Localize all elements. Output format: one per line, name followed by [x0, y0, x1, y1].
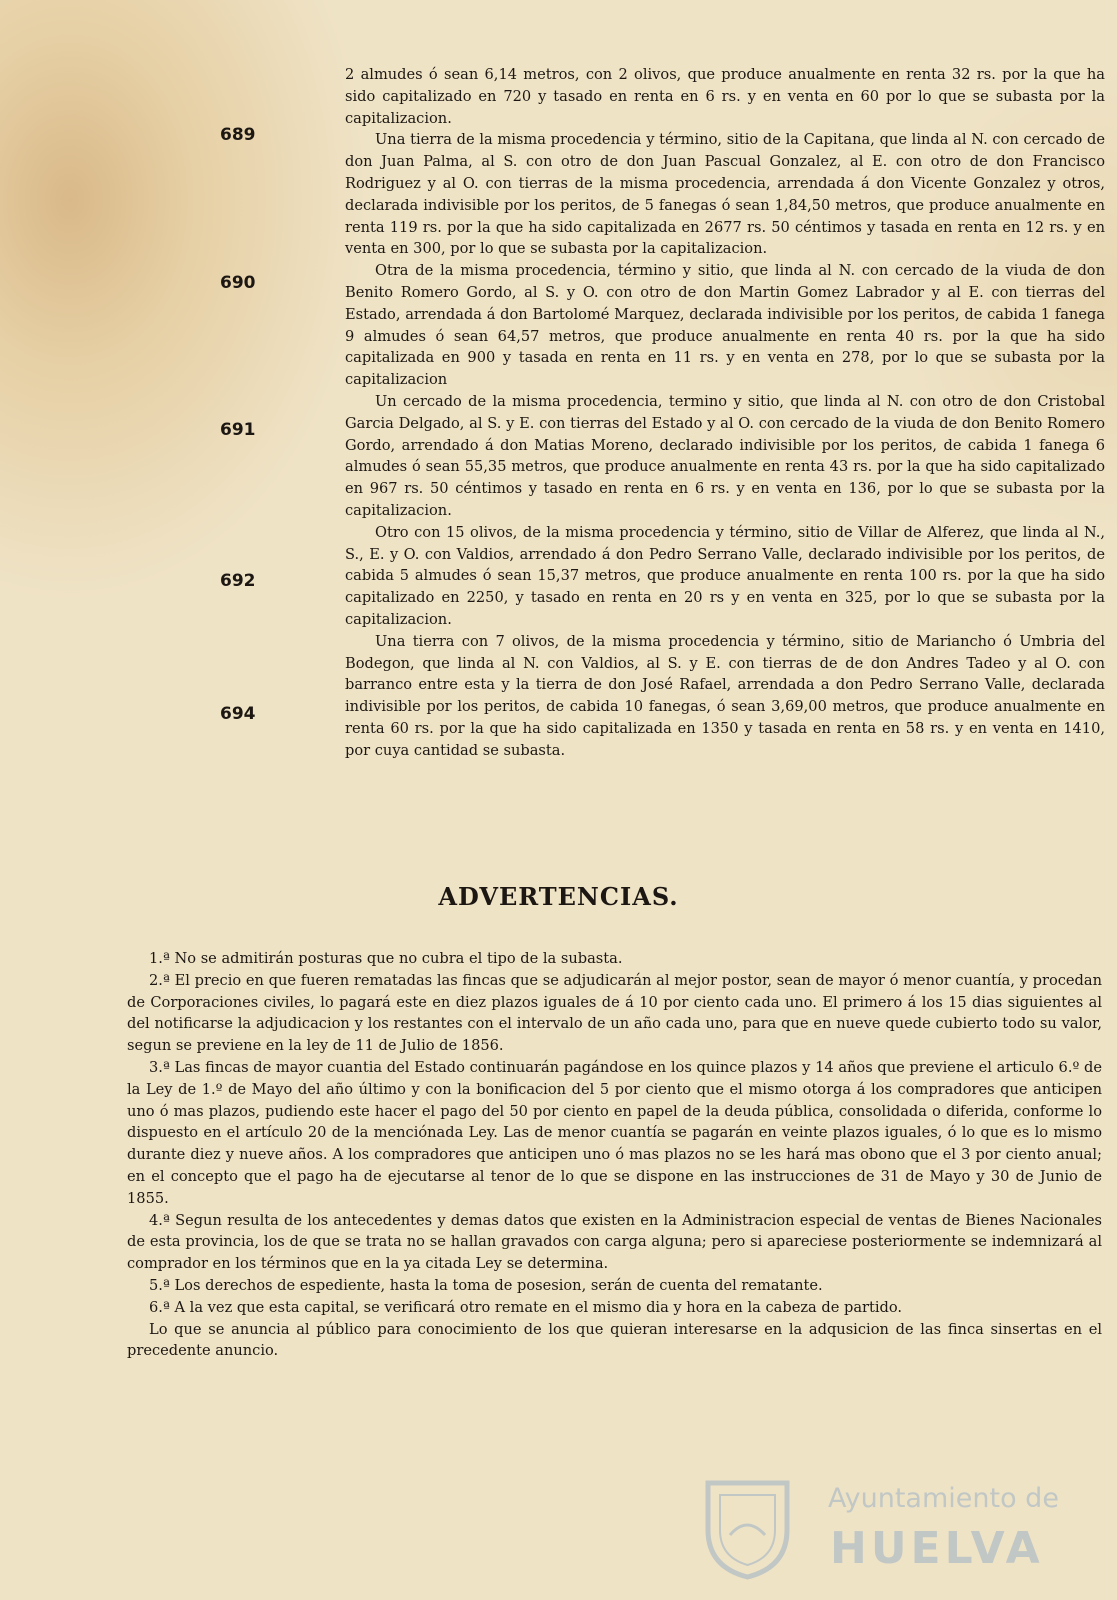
- lot-list: [345, 64, 1105, 762]
- lot-number-691: 691: [220, 420, 256, 440]
- watermark-line1: Ayuntamiento de: [828, 1483, 1059, 1514]
- advertencia-item: 5.ª Los derechos de espediente, hasta la toma de posesion, serán de cuenta del rematante.: [149, 1276, 823, 1294]
- advertencia-item: 4.ª Segun resulta de los antecedentes y demas datos que existen en la Administracion especial de ventas de Bienes Nacionales de esta provincia, los de que se trata no se hallan gravados con carga alguna; pero si apareciese posteriormente se indemnizará al comprador en los términos que en la ya citada Ley se determina.: [127, 1211, 1102, 1273]
- lot-text: Un cercado de la misma procedencia, termino y sitio, que linda al N. con otro de don Cristobal Garcia Delgado, al S. y E. con tierras del Estado y al O. con cercado de la viuda de don Benito Romero Gordo, arrendado á don Matias Moreno, declarado indivisible por los peritos, de cabida 1 fanega 6 almudes ó sean 55,35 metros, que produce anualmente en renta 43 rs. por la que ha sido capitalizado en 967 rs. 50 céntimos y tasado en renta en 6 rs. y en venta en 136, por lo que se subasta por la capitalizacion.: [345, 392, 1105, 519]
- advertencia-item: 2.ª El precio en que fueren rematadas las fincas que se adjudicarán al mejor postor, sean de mayor ó menor cuantía, y procedan de Corporaciones civiles, lo pagará este en diez plazos iguales de á 10 por ciento cada uno. El primero á los 15 dias siguientes al del notificarse la adjudicacion y los restantes con el intervalo de un año cada uno, para que en nueve quede cubierto todo su valor, segun se previene en la ley de 11 de Julio de 1856.: [127, 971, 1102, 1055]
- city-shield-icon: [700, 1475, 795, 1580]
- advertencias-list: [127, 948, 1102, 1362]
- lot-text: 2 almudes ó sean 6,14 metros, con 2 olivos, que produce anualmente en renta 32 rs. por la que ha sido capitalizado en 720 y tasado en renta en 6 rs. y en venta en 60 por lo que se subasta por la capitalizacion.: [345, 66, 1105, 127]
- lot-number-692: 692: [220, 571, 256, 591]
- lot-text: Otra de la misma procedencia, término y sitio, que linda al N. con cercado de la viuda de don Benito Romero Gordo, al S. y O. con otro de don Martin Gomez Labrador y al E. con tierras del Estado, arrendada á don Bartolomé Marquez, declarada indivisible por los peritos, de cabida 1 fanega 9 almudes ó sean 64,57 metros, que produce anualmente en renta 40 rs. por la que ha sido capitalizada en 900 y tasada en renta en 11 rs. y en venta en 278, por lo que se subasta por la capitalizacion: [345, 262, 1105, 389]
- advertencias-title: ADVERTENCIAS.: [438, 882, 679, 911]
- lot-entry: [345, 64, 1105, 129]
- lot-entry: [345, 129, 1105, 260]
- lot-number-689: 689: [220, 125, 256, 145]
- lot-number-694: 694: [220, 704, 256, 724]
- lot-text: Una tierra con 7 olivos, de la misma procedencia y término, sitio de Mariancho ó Umbria del Bodegon, que linda al N. con Valdios, al S. y E. con tierras de de don Andres Tadeo y al O. con barranco entre esta y la tierra de don José Rafael, arrendada a don Pedro Serrano Valle, declarada indivisible por los peritos, de cabida 10 fanegas, ó sean 3,69,00 metros, que produce anualmente en renta 60 rs. por la que ha sido capitalizada en 1350 y tasada en renta en 58 rs. y en venta en 1410, por cuya cantidad se subasta.: [345, 632, 1105, 759]
- advertencia-item: 1.ª No se admitirán posturas que no cubra el tipo de la subasta.: [149, 950, 623, 967]
- lot-entry: [345, 522, 1105, 631]
- lot-entry: [345, 631, 1105, 762]
- lot-entry: [345, 391, 1105, 522]
- lot-text: Otro con 15 olivos, de la misma procedencia y término, sitio de Villar de Alferez, que linda al N., S., E. y O. con Valdios, arrendado á don Pedro Serrano Valle, declarado indivisible por los peritos, de cabida 5 almudes ó sean 15,37 metros, que produce anualmente en renta 100 rs. por la que ha sido capitalizado en 2250, y tasado en renta en 20 rs y en venta en 325, por lo que se subasta por la capitalizacion.: [345, 523, 1105, 628]
- advertencia-item: 6.ª A la vez que esta capital, se verificará otro remate en el mismo dia y hora en la cabeza de partido.: [149, 1298, 903, 1316]
- watermark-line2: HUELVA: [830, 1523, 1044, 1574]
- lot-entry: [345, 260, 1105, 391]
- lot-text: Una tierra de la misma procedencia y término, sitio de la Capitana, que linda al N. con cercado de don Juan Palma, al S. con otro de don Juan Pascual Gonzalez, al E. con otro de don Francisco Rodriguez y al O. con tierras de la misma procedencia, arrendada á don Vicente Gonzalez y otros, declarada indivisible por los peritos, de 5 fanegas ó sean 1,84,50 metros, que produce anualmente en renta 119 rs. por la que ha sido capitalizada en 2677 rs. 50 céntimos y tasada en renta en 12 rs. y en venta en 300, por lo que se subasta por la capitalizacion.: [345, 131, 1105, 258]
- archive-watermark: [700, 1465, 1110, 1585]
- closing-note: Lo que se anuncia al público para conocimiento de los que quieran interesarse en la adqusicion de las finca sinsertas en el precedente anuncio.: [127, 1320, 1102, 1360]
- lot-number-690: 690: [220, 273, 256, 293]
- advertencia-item: 3.ª Las fincas de mayor cuantia del Estado continuarán pagándose en los quince plazos y 14 años que previene el articulo 6.º de la Ley de 1.º de Mayo del año último y con la bonificacion del 5 por ciento que el mismo otorga á los compradores que anticipen uno ó mas plazos, pudiendo este hacer el pago del 50 por ciento en papel de la deuda pública, consolidada o diferida, conforme lo dispuesto en el artículo 20 de la menciónada Ley. Las de menor cuantía se pagarán en veinte plazos iguales, ó lo que es lo mismo durante diez y nueve años. A los compradores que anticipen uno ó mas plazos no se les hará mas obono que el 3 por ciento anual; en el concepto que el pago ha de ejecutarse al tenor de lo que se dispone en las instrucciones de 31 de Mayo y 30 de Junio de 1855.: [127, 1058, 1102, 1207]
